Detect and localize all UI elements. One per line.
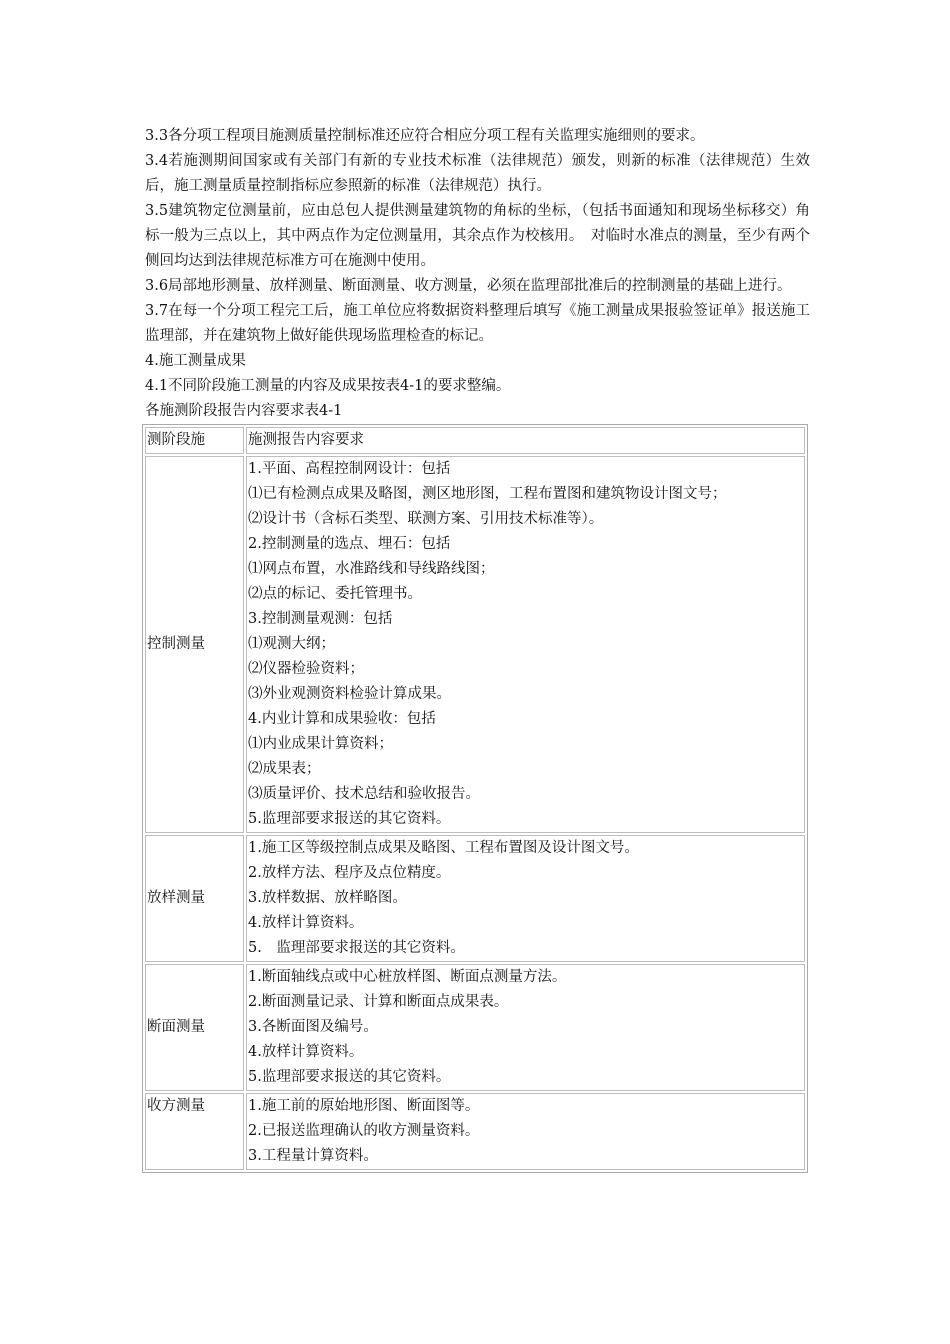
requirement-line: 1.断面轴线点或中心桩放样图、断面点测量方法。 [248,969,567,985]
requirement-line: 2.断面测量记录、计算和断面点成果表。 [248,994,509,1010]
table-row [145,1093,805,1170]
requirement-line: 4.放样计算资料。 [248,915,364,931]
requirement-line: 2.放样方法、程序及点位精度。 [248,865,451,881]
requirement-line: 4.内业计算和成果验收：包括 [248,711,436,727]
requirement-line: 3.放样数据、放样略图。 [248,890,407,906]
section-paragraph: 4.1不同阶段施工测量的内容及成果按表4-1的要求整编。 [145,378,511,394]
table-row [145,835,805,962]
requirement-line: ⑴观测大纲； [248,636,335,652]
requirement-line: ⑶质量评价、技术总结和验收报告。 [248,786,480,802]
requirement-line: 1.平面、高程控制网设计：包括 [248,461,451,477]
requirement-line: 3.控制测量观测：包括 [248,611,393,627]
requirement-line: 5.监理部要求报送的其它资料。 [248,1069,451,1085]
stage-cell: 断面测量 [145,964,244,1091]
requirement-line: 3.各断面图及编号。 [248,1019,378,1035]
requirement-line: ⑶外业观测资料检验计算成果。 [248,686,451,702]
requirement-line: ⑵点的标记、委托管理书。 [248,586,422,602]
requirement-line: ⑵成果表； [248,761,321,777]
table-header-row [145,427,805,454]
stage-cell: 控制测量 [145,456,244,833]
document-body [145,124,810,1173]
requirement-cell [246,964,805,1091]
requirement-cell [246,1093,805,1170]
table-row [145,456,805,833]
header-stage: 测阶段施 [145,427,244,454]
requirement-line: 4.放样计算资料。 [248,1044,364,1060]
requirement-cell [246,835,805,962]
paragraph-3-3: 3.3各分项工程项目施测质量控制标准还应符合相应分项工程有关监理实施细则的要求。 [145,128,705,144]
requirement-line: ⑴内业成果计算资料； [248,736,393,752]
requirement-line: 5. 监理部要求报送的其它资料。 [248,940,465,956]
requirement-line: 3.工程量计算资料。 [248,1148,378,1164]
paragraph-3-7: 3.7在每一个分项工程完工后，施工单位应将数据资料整理后填写《施工测量成果报验签证单》报送施工监理部，并在建筑物上做好能供现场监理检查的标记。 [145,303,810,344]
requirement-line: ⑵仪器检验资料； [248,661,364,677]
requirement-line: 1.施工前的原始地形图、断面图等。 [248,1098,480,1114]
table-row [145,964,805,1091]
paragraph-3-5: 3.5建筑物定位测量前，应由总包人提供测量建筑物的角标的坐标，（包括书面通知和现场坐标移交）角标一般为三点以上，其中两点作为定位测量用，其余点作为校核用。 对临时水准点的测量，至少有两个侧回均达到法律规范标准方可在施测中使用。 [145,203,810,269]
requirement-line: 1.施工区等级控制点成果及略图、工程布置图及设计图文号。 [248,840,639,856]
stage-cell: 放样测量 [145,835,244,962]
paragraph-3-4: 3.4若施测期间国家或有关部门有新的专业技术标准（法律规范）颁发，则新的标准（法律规范）生效后，施工测量质量控制指标应参照新的标准（法律规范）执行。 [145,153,810,194]
requirement-line: ⑵设计书（含标石类型、联测方案、引用技术标准等）。 [248,511,604,527]
requirements-table [142,424,808,1173]
table-caption: 各施测阶段报告内容要求表4-1 [145,403,343,419]
requirement-cell [246,456,805,833]
requirement-line: ⑴已有检测点成果及略图，测区地形图，工程布置图和建筑物设计图文号； [248,486,727,502]
header-content: 施测报告内容要求 [246,427,805,454]
requirement-line: 2.控制测量的选点、埋石：包括 [248,536,451,552]
stage-cell: 收方测量 [145,1093,244,1170]
requirement-line: 2.已报送监理确认的收方测量资料。 [248,1123,480,1139]
requirement-line: ⑴网点布置，水准路线和导线路线图； [248,561,495,577]
paragraph-3-6: 3.6局部地形测量、放样测量、断面测量、收方测量，必须在监理部批准后的控制测量的基础上进行。 [145,278,792,294]
section-heading: 4.施工测量成果 [145,353,246,369]
requirement-line: 5.监理部要求报送的其它资料。 [248,811,451,827]
